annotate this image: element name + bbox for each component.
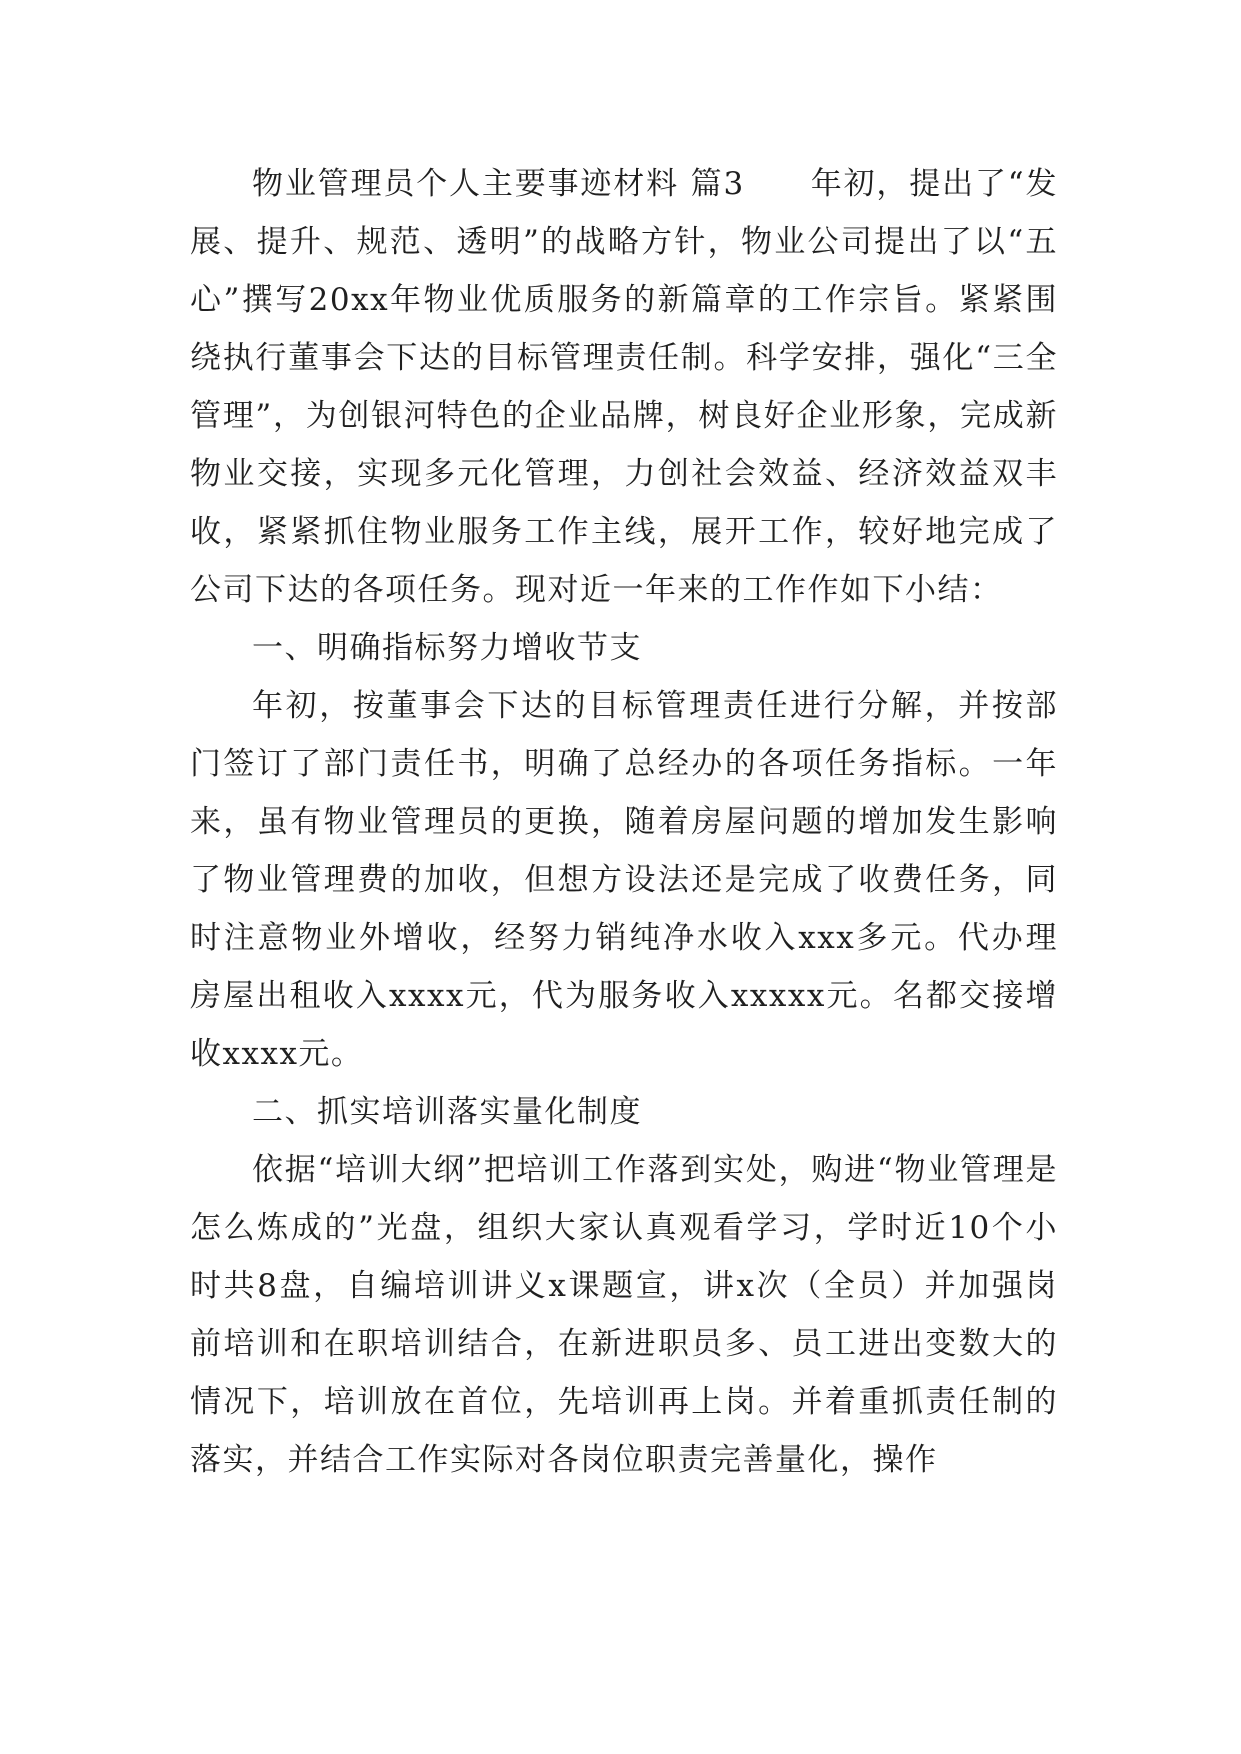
document-body xyxy=(190,155,1058,1489)
section2-paragraph: 依据“培训大纲”把培训工作落到实处，购进“物业管理是怎么炼成的”光盘，组织大家认真观看学习，学时近10个小时共8盘，自编培训讲义x课题宣，讲x次（全员）并加强岗前培训和在职培训结合，在新进职员多、员工进出变数大的情况下，培训放在首位，先培训再上岗。并着重抓责任制的落实，并结合工作实际对各岗位职责完善量化，操作 xyxy=(190,1152,1058,1478)
section1-heading: 一、明确指标努力增收节支 xyxy=(252,630,642,666)
intro-paragraph: 物业管理员个人主要事迹材料 篇3 年初，提出了“发展、提升、规范、透明”的战略方针，物业公司提出了以“五心”撰写20xx年物业优质服务的新篇章的工作宗旨。紧紧围绕执行董事会下达的目标管理责任制。科学安排，强化“三全管理”，为创银河特色的企业品牌，树良好企业形象，完成新物业交接，实现多元化管理，力创社会效益、经济效益双丰收，紧紧抓住物业服务工作主线，展开工作，较好地完成了公司下达的各项任务。现对近一年来的工作作如下小结： xyxy=(190,166,1058,608)
section1-paragraph: 年初，按董事会下达的目标管理责任进行分解，并按部门签订了部门责任书，明确了总经办的各项任务指标。一年来，虽有物业管理员的更换，随着房屋问题的增加发生影响了物业管理费的加收，但想方设法还是完成了收费任务，同时注意物业外增收，经努力销纯净水收入xxx多元。代办理房屋出租收入xxxx元，代为服务收入xxxxx元。名都交接增收xxxx元。 xyxy=(190,688,1058,1072)
section2-heading: 二、抓实培训落实量化制度 xyxy=(252,1094,642,1130)
